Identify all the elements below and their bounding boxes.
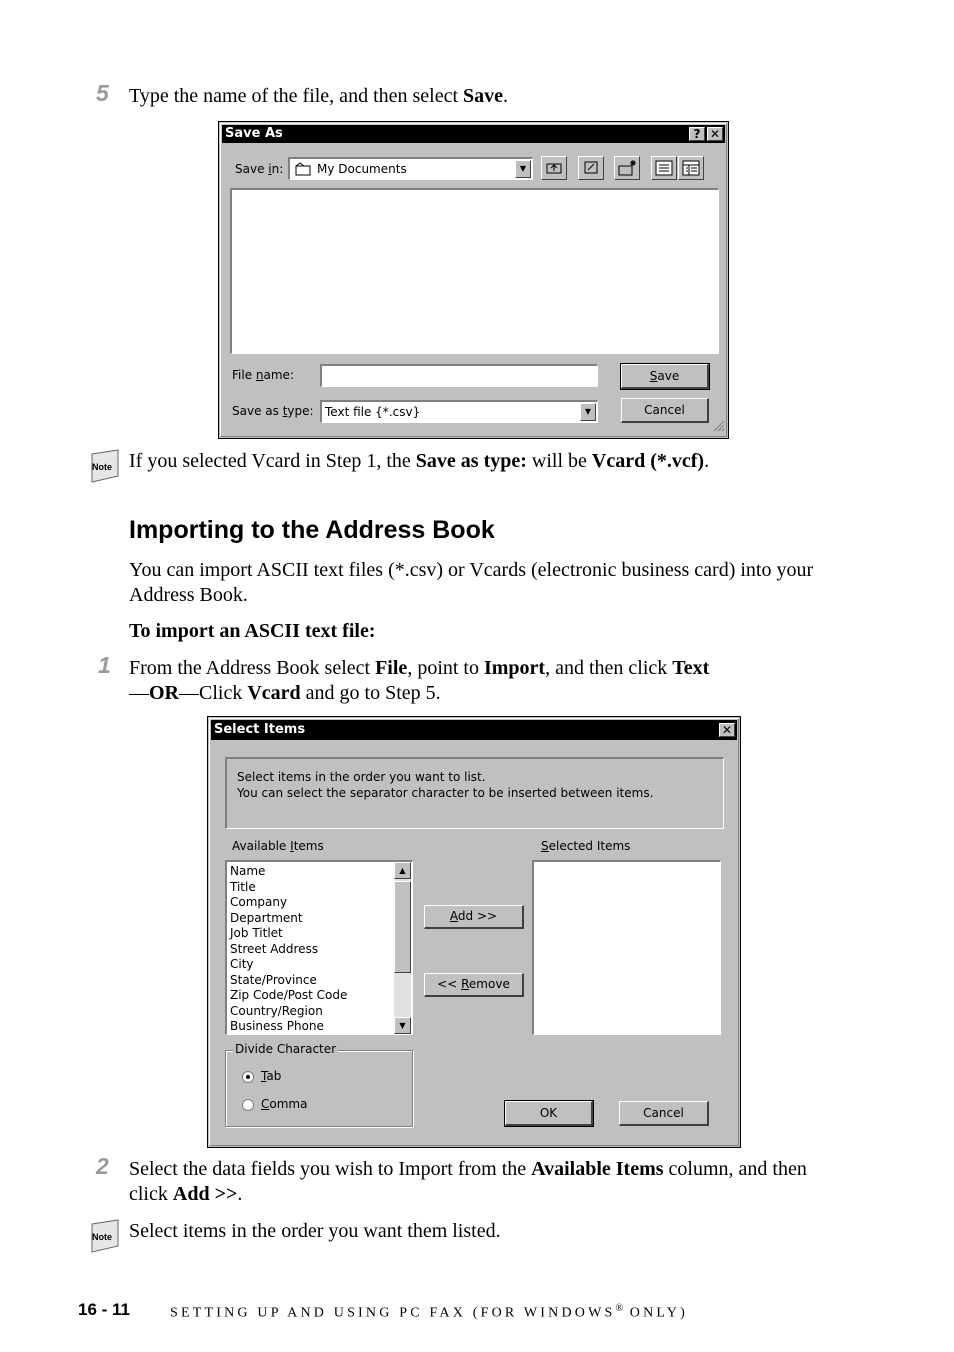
save-in-value: My Documents [317,162,407,176]
note-2-text: Select items in the order you want them listed. [129,1220,501,1242]
chevron-down-icon[interactable]: ▼ [515,160,531,178]
list-item[interactable]: State/Province [230,972,317,987]
list-item[interactable]: Name [230,864,266,878]
step-5-text [129,84,508,109]
save-as-type-combobox[interactable] [320,400,598,423]
note-icon [88,448,118,480]
desktop-icon[interactable] [578,156,604,180]
divide-character-label: Divide Character [235,1042,337,1056]
step-5-text-c: . [503,85,509,107]
save-as-title: Save As [225,126,283,141]
add-button[interactable]: Add >> [424,905,524,929]
cancel-button[interactable]: Cancel [621,398,709,423]
file-list-area[interactable] [230,188,719,354]
section-heading: Importing to the Address Book [129,516,495,544]
list-item[interactable]: Country/Region [230,1003,323,1018]
tab-radio-label[interactable]: Tab [261,1069,282,1083]
new-folder-icon[interactable] [614,156,640,180]
info-line-1: Select items in the order you want to list. [237,770,486,784]
svg-text:Note: Note [92,462,112,472]
details-view-icon[interactable] [678,156,704,180]
info-box [225,757,724,829]
subheading: To import an ASCII text file: [129,620,376,642]
save-as-titlebar [222,125,725,143]
close-button[interactable]: ✕ [719,723,735,737]
list-item[interactable]: Street Address [230,941,319,956]
svg-text:Note: Note [92,1232,112,1242]
save-as-type-value: Text file {*.csv} [325,405,421,419]
list-item[interactable]: Job Titlet [230,926,283,940]
save-button[interactable]: Save [621,364,709,389]
remove-button[interactable]: << Remove [424,973,524,997]
list-item[interactable]: Title [230,879,256,894]
step-5-text-a: Type the name of the file, and then select [129,85,464,107]
divide-character-group [225,1050,413,1127]
chevron-down-icon[interactable]: ▼ [580,403,596,421]
comma-radio[interactable] [242,1099,254,1111]
resize-grip-icon[interactable] [713,420,725,435]
page-number: 16 - 11 [78,1300,130,1319]
save-as-dialog [218,121,729,439]
select-items-dialog [207,716,741,1148]
save-in-combobox[interactable] [288,157,533,180]
selected-items-label: Selected Items [541,839,631,853]
tab-radio[interactable] [242,1071,254,1083]
step-5-save-bold: Save [463,85,504,107]
save-as-type-label: Save as type: [232,404,314,418]
list-item[interactable]: Zip Code/Post Code [230,988,348,1002]
list-item[interactable]: Department [230,910,303,925]
file-name-label: File name: [232,368,294,382]
file-name-input[interactable] [320,364,598,387]
intro-paragraph: You can import ASCII text files (*.csv) or Vcards (electronic business card) into your Address Book. [129,559,814,606]
scroll-thumb[interactable] [394,881,411,973]
select-items-titlebar [211,720,737,740]
list-item[interactable]: Company [230,895,288,909]
note-1-text: If you selected Vcard in Step 1, the Save as type: will be Vcard (*.vcf). [129,450,710,472]
select-items-title: Select Items [214,722,306,737]
step-number: 5 [96,80,109,106]
close-button[interactable]: ✕ [707,127,723,141]
selected-items-list[interactable] [532,860,721,1035]
step-2-text: Select the data fields you wish to Import from the Available Items column, and then click Add >>. [129,1158,807,1205]
note-icon [88,1218,118,1250]
comma-radio-label[interactable]: Comma [261,1097,308,1111]
help-button[interactable]: ? [689,127,705,141]
folder-icon [295,162,311,179]
ok-button[interactable]: OK [505,1101,593,1126]
available-items-list[interactable] [225,860,413,1035]
info-line-2: You can select the separator character to be inserted between items. [237,786,654,800]
scroll-down-icon[interactable]: ▼ [394,1017,411,1034]
up-one-level-icon[interactable] [541,156,567,180]
step-number: 2 [96,1153,109,1179]
footer-chapter-title: SETTING UP AND USING PC FAX (FOR WINDOWS® ONLY) [170,1303,688,1321]
step-1-text: From the Address Book select File, point to Import, and then click Text —OR—Click Vcard and go to Step 5. [129,657,710,704]
available-items-label: Available Items [232,839,324,853]
step-number: 1 [98,652,111,678]
list-item[interactable]: City [230,957,254,971]
list-item[interactable]: Business Phone [230,1019,324,1033]
list-view-icon[interactable] [651,156,677,180]
save-in-label: Save in: [235,162,284,176]
scrollbar[interactable] [394,862,411,1034]
scroll-up-icon[interactable]: ▲ [394,862,411,879]
cancel-button[interactable]: Cancel [619,1101,709,1126]
